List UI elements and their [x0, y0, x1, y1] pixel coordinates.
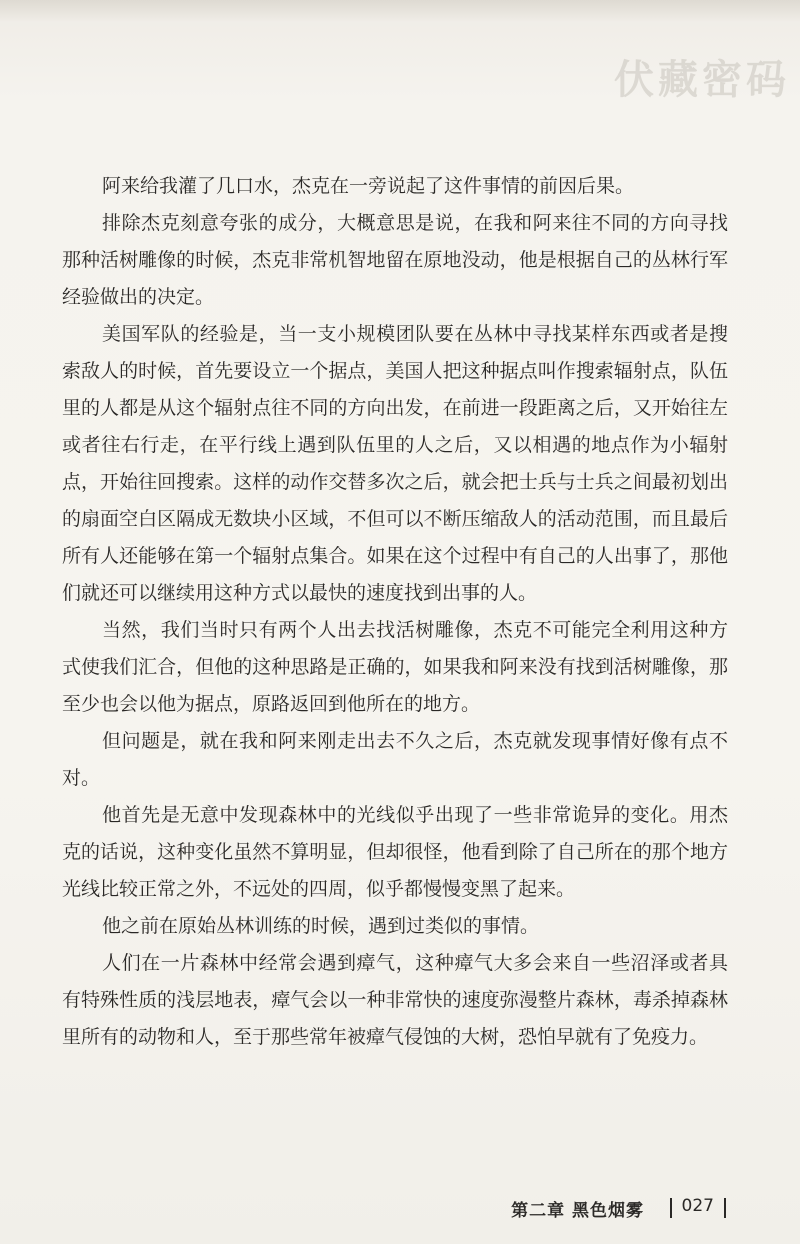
footer-divider-left — [670, 1198, 672, 1218]
paragraph-4: 当然，我们当时只有两个人出去找活树雕像，杰克不可能完全利用这种方式使我们汇合，但他的这种思路是正确的，如果我和阿来没有找到活树雕像，那至少也会以他为据点，原路返回到他所在的地方。 — [62, 619, 728, 715]
paragraph-3: 美国军队的经验是，当一支小规模团队要在丛林中寻找某样东西或者是搜索敌人的时候，首先要设立一个据点，美国人把这种据点叫作搜索辐射点，队伍里的人都是从这个辐射点往不同的方向出发，在前进一段距离之后，又开始往左或者往右行走，在平行线上遇到队伍里的人之后，又以相遇的地点作为小辐射点，开始往回搜索。这样的动作交替多次之后，就会把士兵与士兵之间最初划出的扇面空白区隔成无数块小区域，不但可以不断压缩敌人的活动范围，而且最后所有人还能够在第一个辐射点集合。如果在这个过程中有自己的人出事了，那他们就还可以继续用这种方式以最快的速度找到出事的人。 — [62, 323, 728, 604]
footer-divider-right — [724, 1198, 726, 1218]
paragraph-2: 排除杰克刻意夸张的成分，大概意思是说，在我和阿来往不同的方向寻找那种活树雕像的时候，杰克非常机智地留在原地没动，他是根据自己的丛林行军经验做出的决定。 — [62, 212, 728, 308]
paragraph-1: 阿来给我灌了几口水，杰克在一旁说起了这件事情的前因后果。 — [102, 175, 635, 197]
body-text — [62, 168, 728, 1056]
paragraph-6: 他首先是无意中发现森林中的光线似乎出现了一些非常诡异的变化。用杰克的话说，这种变化虽然不算明显，但却很怪，他看到除了自己所在的那个地方光线比较正常之外，不远处的四周，似乎都慢慢变黑了起来。 — [62, 804, 728, 900]
page-footer — [0, 1196, 800, 1226]
paragraph-5: 但问题是，就在我和阿来刚走出去不久之后，杰克就发现事情好像有点不对。 — [62, 730, 728, 789]
page-top-shadow — [0, 0, 800, 22]
chapter-label: 第二章 黑色烟雾 — [511, 1201, 644, 1221]
paragraph-7: 他之前在原始丛林训练的时候，遇到过类似的事情。 — [102, 915, 540, 937]
page-number: 027 — [681, 1196, 714, 1216]
paragraph-8: 人们在一片森林中经常会遇到瘴气，这种瘴气大多会来自一些沼泽或者具有特殊性质的浅层地表，瘴气会以一种非常快的速度弥漫整片森林，毒杀掉森林里所有的动物和人，至于那些常年被瘴气侵蚀的大树，恐怕早就有了免疫力。 — [62, 952, 728, 1048]
running-head-title: 伏藏密码 — [614, 56, 790, 103]
